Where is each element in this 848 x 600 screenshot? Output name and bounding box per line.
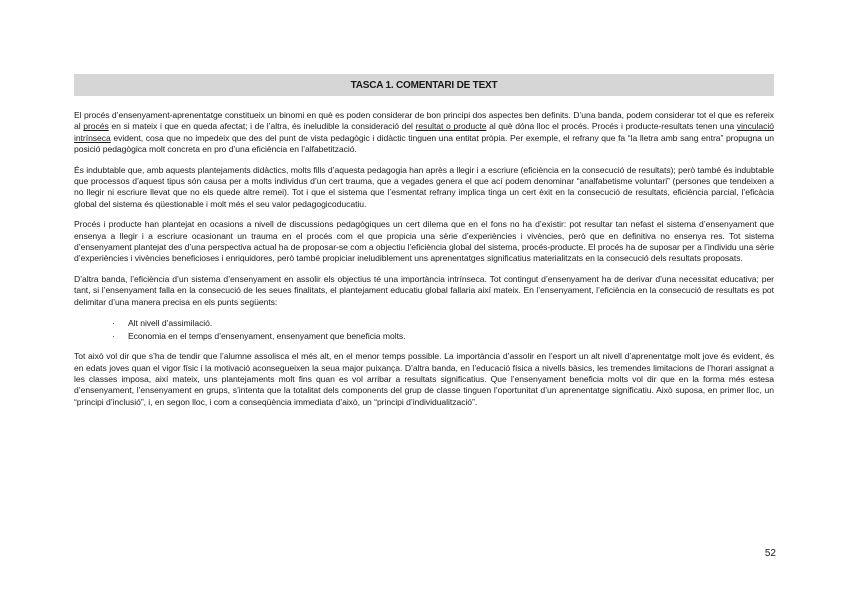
list-item-text: Alt nivell d’assimilació.: [128, 318, 213, 329]
list-item: [112, 317, 774, 330]
bullet-marker: ·: [112, 318, 115, 329]
bullet-marker: ·: [112, 330, 115, 341]
paragraph-1-text-a: El procés d’ensenyament-aprenentatge constitueix un binomi en què es poden considerar de bon principi dos aspectes ben definits. D’una banda, podem considerar tot el que es refereix al: [74, 110, 774, 132]
underlined-term-proces: procés: [83, 121, 109, 132]
paragraph-1-text-c: al què dóna lloc el procés. Procés i producte-resultats tenen una: [486, 121, 737, 132]
list-item: [112, 330, 774, 343]
paragraph-1-text-b: en si mateix i que en queda afectat; i de l’altra, és ineludible la consideració del: [108, 121, 416, 132]
page-number: 52: [764, 548, 776, 559]
section-title: TASCA 1. COMENTARI DE TEXT: [350, 79, 498, 91]
paragraph-2: És indubtable que, amb aquests plantejaments didàctics, molts fills d’aquesta pedagogia han après a llegir i a escriure (eficiència en la consecució de resultats); però també és indubtable que processos d’aquest tipus són causa per a molts individus d’un cert trauma, que a vegades genera el que ací podem denominar “analfabetisme voluntari” (persones que tendeixen a no llegir ni escriure llevat que no els quede altre remei). Tot i que el sistema que l’esmentat refrany implica tinga un cert èxit en la consecució de resultats, eficiència parcial, l’eficàcia global del sistema és qüestionable i molt més el seu valor pedagogicoducatiu.: [74, 164, 774, 209]
underlined-term-resultat: resultat o producte: [415, 121, 487, 132]
paragraph-4: D’altra banda, l’eficiència d’un sistema d’ensenyament en assolir els objectius té una importància intrínseca. Tot contingut d’ensenyament ha de derivar d’una necessitat educativa; per tant, si l’ensenyament falla en la consecució de les seues finalitats, el plantejament educatiu global fallaria així mateix. En l’ensenyament, l’eficiència en la consecució de resultats es pot delimitar d’una manera precisa en els punts següents:: [74, 273, 774, 307]
paragraph-5: Tot això vol dir que s’ha de tendir que l’alumne assolisca el més alt, en el menor temps possible. La importància d’assolir en l’esport un alt nivell d’aprenentatge molt jove és evident, és en edats joves quan el vigor físic i la motivació aconsegueixen la seua major puixança. D’altra banda, en l’educació física a nivells bàsics, les tremendes limitacions de l’horari assignat a les classes imposa, així mateix, uns plantejaments molt fins quan es vol arribar a resultats significatius. Que l’ensenyament beneficia molts vol dir que en la forma més estesa d’ensenyament, l’ensenyament en grups, s’intenta que la totalitat dels components del grup de classe tinguen l’oportunitat d’un aprenentatge significatiu. Això suposa, en primer lloc, un “principi d’inclusió”, i, en segon lloc, i com a conseqüència immediata d’això, un “principi d’individualització”.: [74, 351, 774, 407]
document-body: [74, 110, 774, 417]
underlined-term-vinculacio: vinculació intrínseca: [74, 121, 774, 143]
paragraph-1: [74, 110, 774, 156]
paragraph-3: Procés i producte han plantejat en ocasions a nivell de discussions pedagògiques un cert dilema que en el fons no ha d’existir: pot resultar tan nefast el sistema d’ensenyament que ensenya a llegir i a escriure ocasionant un trauma en el procés com el que propicia una sèrie d’experiències i vivències, però que en definitiva no ensenya res. Tot sistema d’ensenyament plantejat des d’una perspectiva actual ha de proposar-se com a objectiu l’eficiència global del sistema, procés-producte. El procés ha de suposar per a l’individu una sèrie d’experiències i vivències beneficioses i enriquidores, però també propiciar ineludiblement uns aprenentatges significatius materialitzats en la consecució dels resultats proposats.: [74, 219, 774, 264]
bullet-list: [74, 317, 774, 342]
list-item-text: Economia en el temps d’ensenyament, ensenyament que beneficia molts.: [128, 330, 406, 341]
section-title-bar: [74, 74, 774, 96]
paragraph-1-text-d: evident, cosa que no impedeix que des del punt de vista pedagògic i didàctic tinguen una entitat pròpia. Per exemple, el refrany que fa “la lletra amb sang entra” propugna un posició pedagògica molt concreta en pro d’una eficiència en l’alfabetització.: [74, 132, 774, 155]
